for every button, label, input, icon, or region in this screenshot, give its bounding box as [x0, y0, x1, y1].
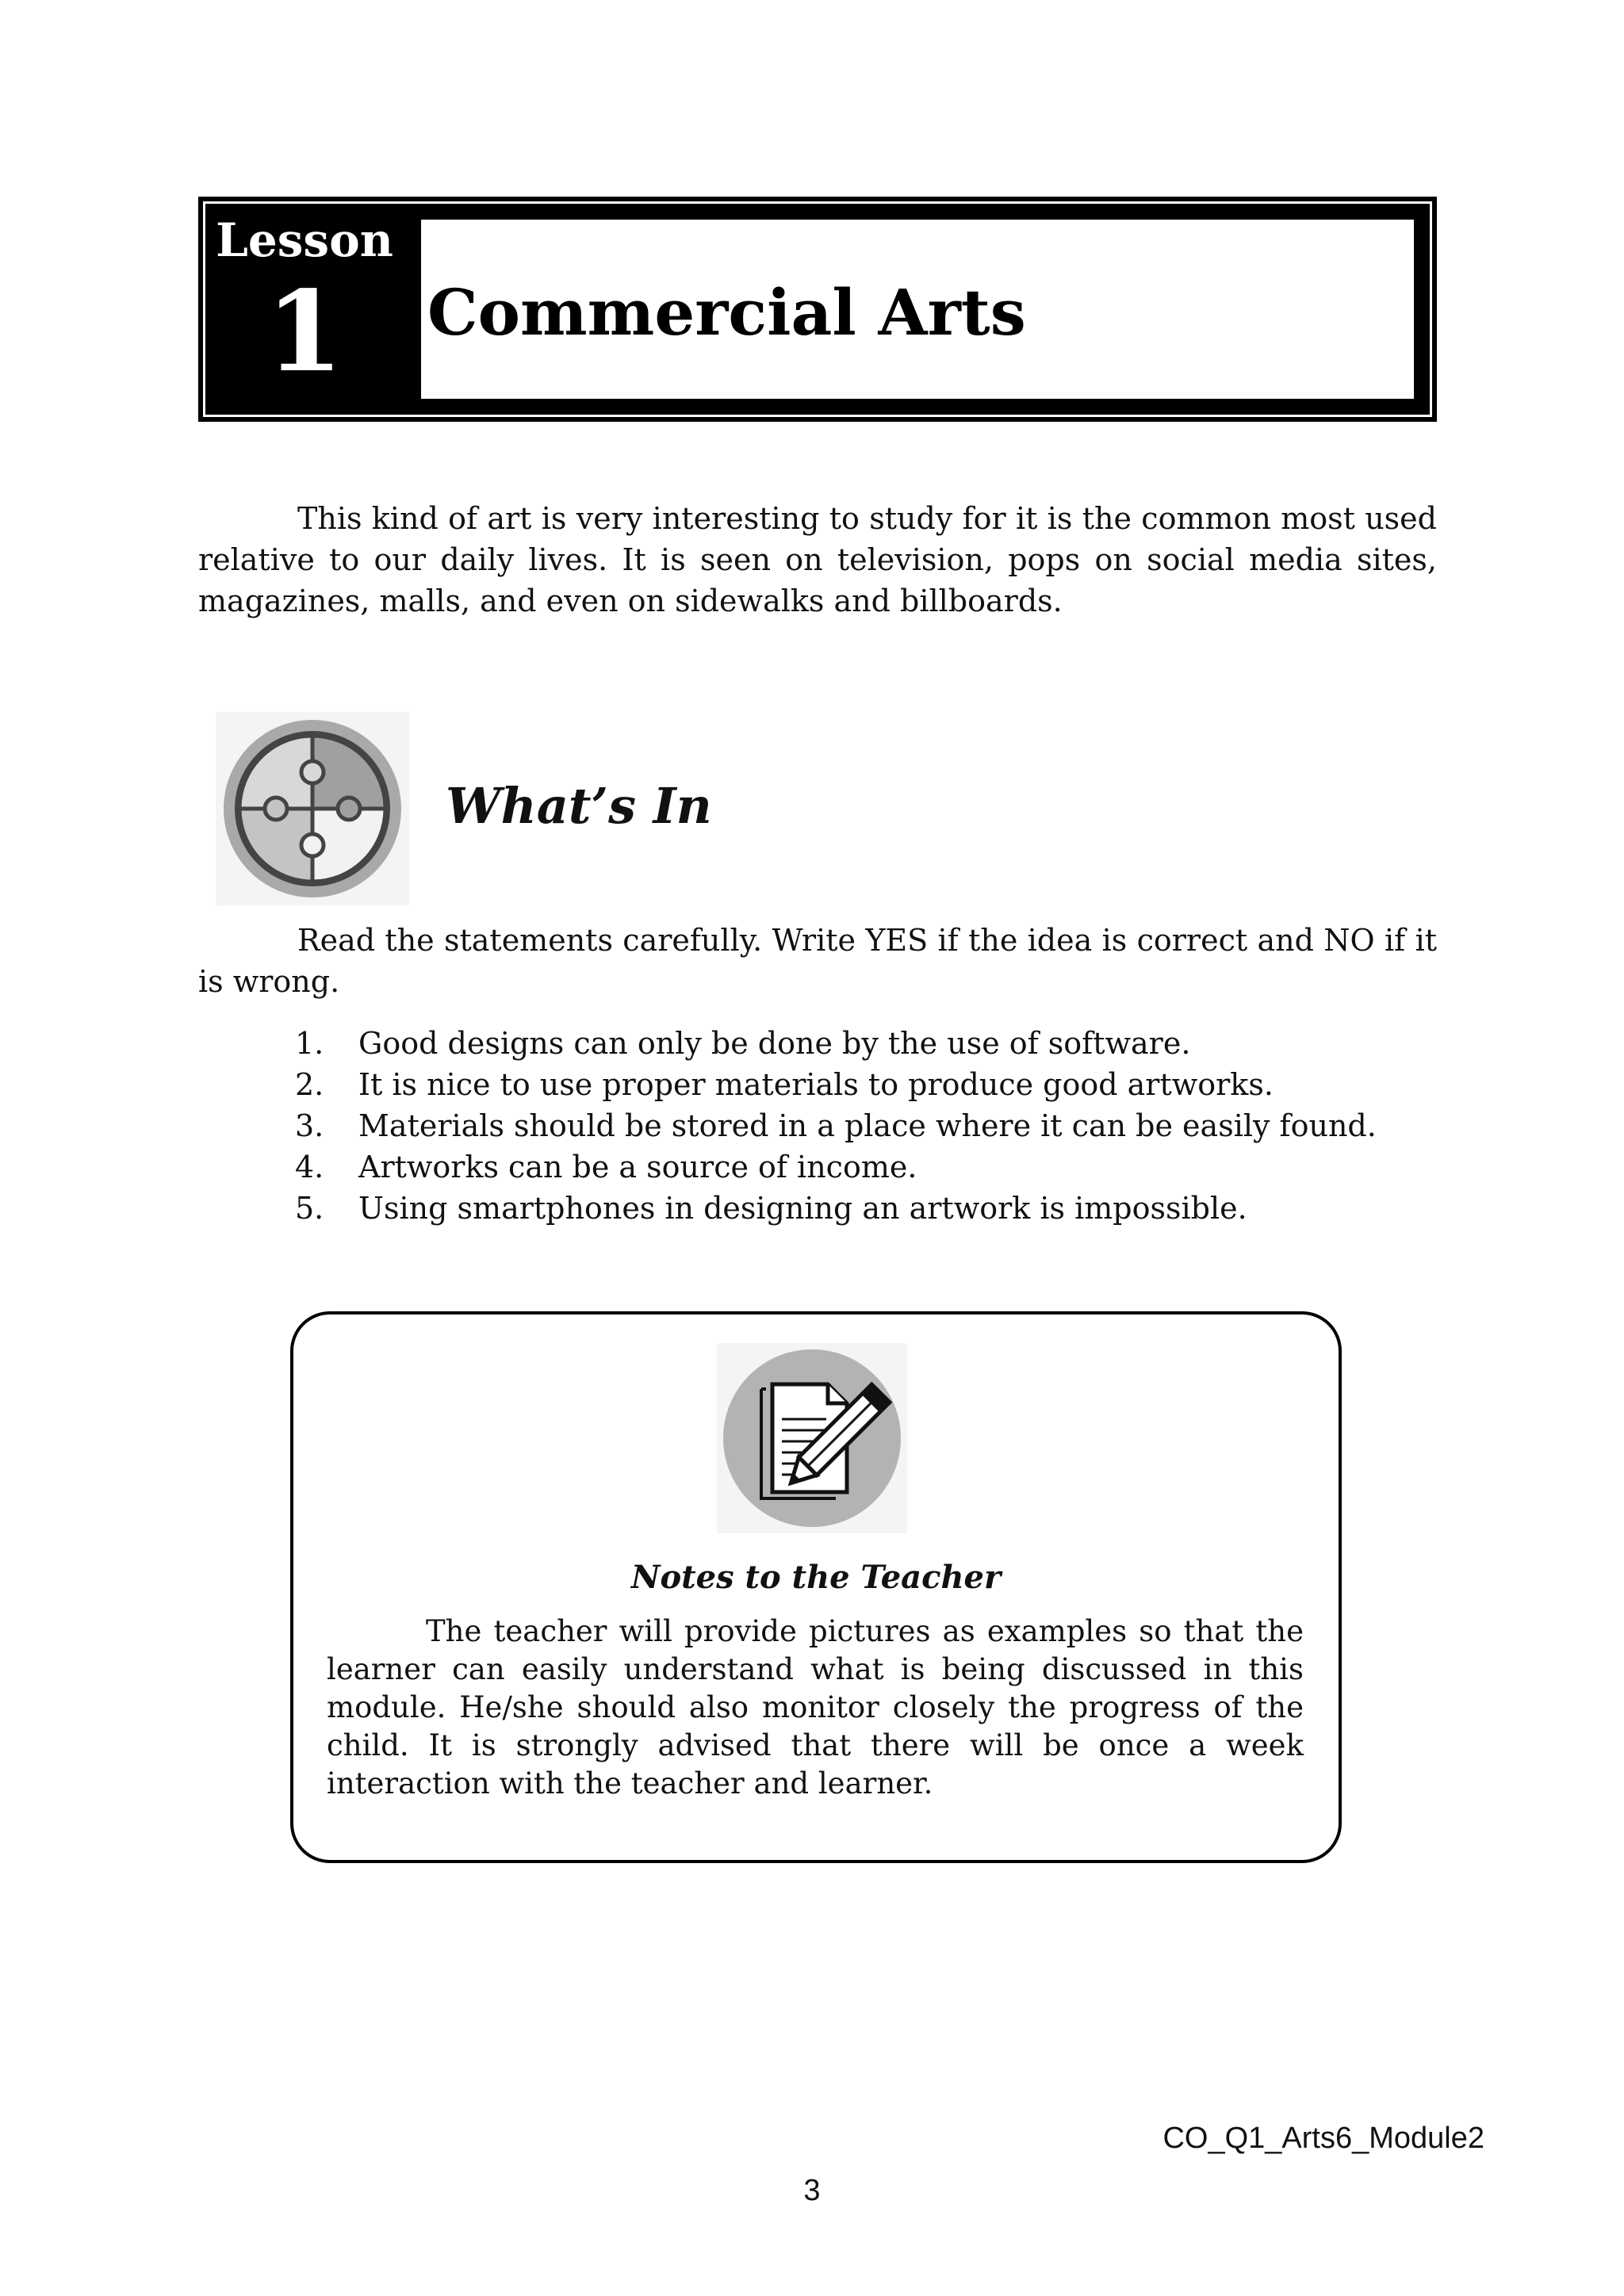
module-code: CO_Q1_Arts6_Module2 [1162, 2122, 1484, 2155]
section-heading-whats-in: What’s In [446, 777, 712, 835]
lesson-title-panel [416, 215, 1419, 404]
statements-list [295, 1023, 1437, 1229]
puzzle-icon [216, 712, 409, 905]
lesson-header-frame [203, 201, 1432, 417]
lesson-number: 1 [266, 267, 343, 397]
page-number: 3 [803, 2174, 821, 2207]
list-item: 3. Materials should be stored in a place where it can be easily found. [295, 1108, 1377, 1143]
instruction-paragraph [198, 920, 1437, 1002]
instruction-text: Read the statements carefully. Write YES if the idea is correct and NO if it is wrong. [198, 923, 1437, 999]
document-pencil-icon [717, 1343, 907, 1533]
list-item: 5. Using smartphones in designing an artwork is impossible. [295, 1191, 1247, 1226]
notes-paragraph [327, 1613, 1304, 1803]
notes-title: Notes to the Teacher [630, 1559, 1002, 1596]
lesson-title: Commercial Arts [427, 275, 1026, 350]
list-item: 1. Good designs can only be done by the use of software. [295, 1026, 1191, 1061]
lesson-header [198, 197, 1437, 422]
list-item: 4. Artworks can be a source of income. [295, 1150, 917, 1184]
intro-paragraph [198, 498, 1437, 622]
notes-text: The teacher will provide pictures as examples so that the learner can easily understand what is being discussed in this module. He/she should also monitor closely the progress of the child. It is strongly advised that there will be once a week interaction with the teacher and learner. [327, 1614, 1304, 1800]
lesson-label: Lesson [216, 213, 393, 267]
intro-text: This kind of art is very interesting to study for it is the common most used relative to our daily lives. It is seen on television, pops on social media sites, magazines, malls, and even on sidewalks and billboards. [198, 501, 1437, 618]
list-item: 2. It is nice to use proper materials to produce good artworks. [295, 1067, 1274, 1102]
